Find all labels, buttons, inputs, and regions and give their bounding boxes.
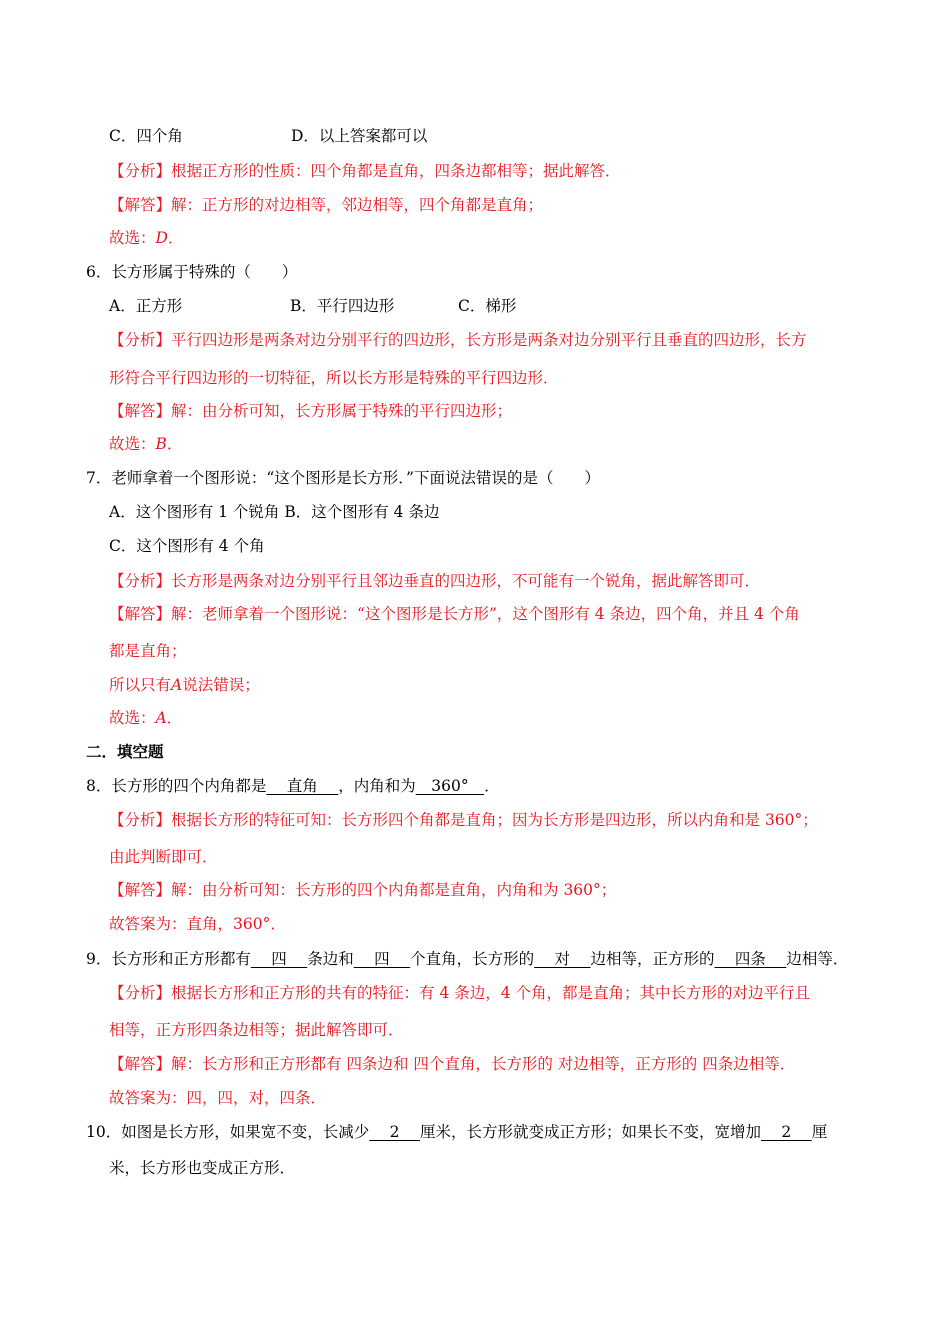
q6-options <box>109 296 516 316</box>
analysis-tag: 【分析】 <box>109 572 172 590</box>
q6-stem: 6．长方形属于特殊的（ ） <box>86 263 298 281</box>
q7-options-ab: A．这个图形有 1 个锐角 B．这个图形有 4 条边 <box>109 503 440 521</box>
q6-choice: 故选：B． <box>109 435 183 453</box>
analysis-tag: 【分析】 <box>109 162 172 180</box>
q5-options <box>109 126 427 146</box>
q10-stem-line1: 10．如图是长方形，如果宽不变，长减少 2 厘米，长方形就变成正方形；如果长不变，宽增加 2 厘 <box>86 1123 828 1141</box>
answer-tag: 【解答】 <box>109 402 172 420</box>
q9-blank-4: 四条 <box>714 950 787 968</box>
q6-answer: 【解答】解：由分析可知，长方形属于特殊的平行四边形； <box>109 402 513 420</box>
q8-blank-2: 360° <box>415 777 485 795</box>
q8-final: 故答案为：直角，360°． <box>109 915 286 933</box>
q9-final: 故答案为：四，四，对，四条． <box>109 1089 327 1107</box>
q9-stem: 9．长方形和正方形都有 四 条边和 四 个直角，长方形的 对 边相等，正方形的 四条 边相等． <box>86 950 849 968</box>
q7-option-c: C．这个图形有 4 个角 <box>109 537 265 555</box>
analysis-tag: 【分析】 <box>109 331 172 349</box>
q6-option-c: C．梯形 <box>458 297 517 315</box>
q9-blank-2: 四 <box>353 950 411 968</box>
q5-answer: 【解答】解：正方形的对边相等，邻边相等，四个角都是直角； <box>109 196 544 214</box>
q5-analysis: 【分析】根据正方形的性质：四个角都是直角，四条边都相等；据此解答． <box>109 162 621 180</box>
q10-stem-line2: 米，长方形也变成正方形． <box>109 1159 296 1177</box>
q6-option-b: B．平行四边形 <box>290 297 395 315</box>
q8-answer: 【解答】解：由分析可知：长方形的四个内角都是直角，内角和为 360°； <box>109 881 617 899</box>
q7-choice: 故选：A． <box>109 709 183 727</box>
q7-analysis: 【分析】长方形是两条对边分别平行且邻边垂直的四边形，不可能有一个锐角，据此解答即可． <box>109 572 761 590</box>
q8-analysis-line1: 【分析】根据长方形的特征可知：长方形四个角都是直角；因为长方形是四边形，所以内角和是 360°； <box>109 811 818 829</box>
q8-blank-1: 直角 <box>266 777 339 795</box>
q7-answer-line1: 【解答】解：老师拿着一个图形说：“这个图形是长方形”，这个图形有 4 条边，四个角，并且 4 个角 <box>109 605 800 623</box>
q9-answer: 【解答】解：长方形和正方形都有 四条边和 四个直角，长方形的 对边相等，正方形的 四条边相等． <box>109 1055 796 1073</box>
answer-tag: 【解答】 <box>109 881 172 899</box>
q9-blank-3: 对 <box>534 950 591 968</box>
q8-stem: 8．长方形的四个内角都是 直角 ，内角和为 360° ． <box>86 777 500 795</box>
q10-blank-2: 2 <box>760 1123 812 1141</box>
answer-tag: 【解答】 <box>109 605 172 623</box>
q9-analysis-line2: 相等，正方形四条边相等；据此解答即可． <box>109 1021 404 1039</box>
answer-tag: 【解答】 <box>109 196 172 214</box>
q7-answer-line2: 都是直角； <box>109 642 187 660</box>
q5-choice: 故选：D． <box>109 229 184 247</box>
q7-answer-line3: 所以只有A说法错误； <box>109 676 260 694</box>
section-heading: 二．填空题 <box>86 742 164 761</box>
q6-analysis-line1: 【分析】平行四边形是两条对边分别平行的四边形，长方形是两条对边分别平行且垂直的四边形，长方 <box>109 331 807 349</box>
q10-blank-1: 2 <box>369 1123 420 1141</box>
q7-stem: 7．老师拿着一个图形说：“这个图形是长方形．”下面说法错误的是（ ） <box>86 469 600 487</box>
analysis-tag: 【分析】 <box>109 984 172 1002</box>
answer-tag: 【解答】 <box>109 1055 172 1073</box>
q5-option-d: D．以上答案都可以 <box>291 127 428 145</box>
q9-analysis-line1: 【分析】根据长方形和正方形的共有的特征：有 4 条边，4 个角，都是直角；其中长方形的对边平行且 <box>109 984 811 1002</box>
q9-blank-1: 四 <box>250 950 308 968</box>
q6-analysis-line2: 形符合平行四边形的一切特征，所以长方形是特殊的平行四边形． <box>109 369 559 387</box>
analysis-tag: 【分析】 <box>109 811 172 829</box>
q8-analysis-line2: 由此判断即可． <box>109 848 218 866</box>
q5-option-c: C．四个角 <box>109 127 183 145</box>
q6-option-a: A．正方形 <box>109 297 183 315</box>
